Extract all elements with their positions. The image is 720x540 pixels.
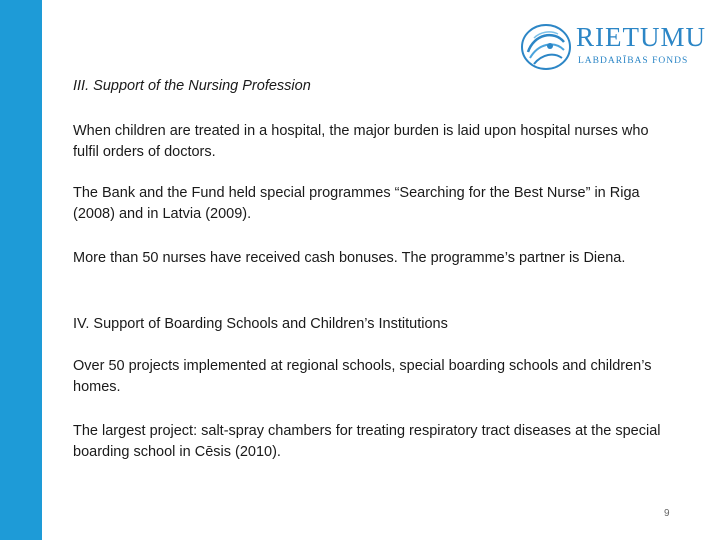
paragraph-programmes: The Bank and the Fund held special programmes “Searching for the Best Nurse” in Riga (2008) and in Latvia (2009). (73, 185, 640, 222)
logo-swirl-icon (520, 22, 572, 72)
logo-wordmark: RIETUMU (576, 22, 706, 52)
paragraph-nurses-burden: When children are treated in a hospital, the major burden is laid upon hospital nurses who fulfil orders of doctors. (73, 123, 649, 160)
side-accent-bar (0, 0, 42, 540)
page-number: 9 (664, 508, 670, 519)
logo-subtitle: LABDARĪBAS FONDS (578, 56, 689, 66)
paragraph-bonuses: More than 50 nurses have received cash bonuses. The programme’s partner is Diena. (73, 250, 626, 266)
section-heading-nursing: III. Support of the Nursing Profession (73, 78, 311, 94)
rietumu-logo (520, 18, 710, 74)
paragraph-projects: Over 50 projects implemented at regional schools, special boarding schools and children’s homes. (73, 358, 652, 395)
paragraph-largest-project: The largest project: salt-spray chambers for treating respiratory tract diseases at the special boarding school in Cēsis (2010). (73, 423, 661, 460)
section-heading-boarding: IV. Support of Boarding Schools and Children’s Institutions (73, 316, 448, 332)
